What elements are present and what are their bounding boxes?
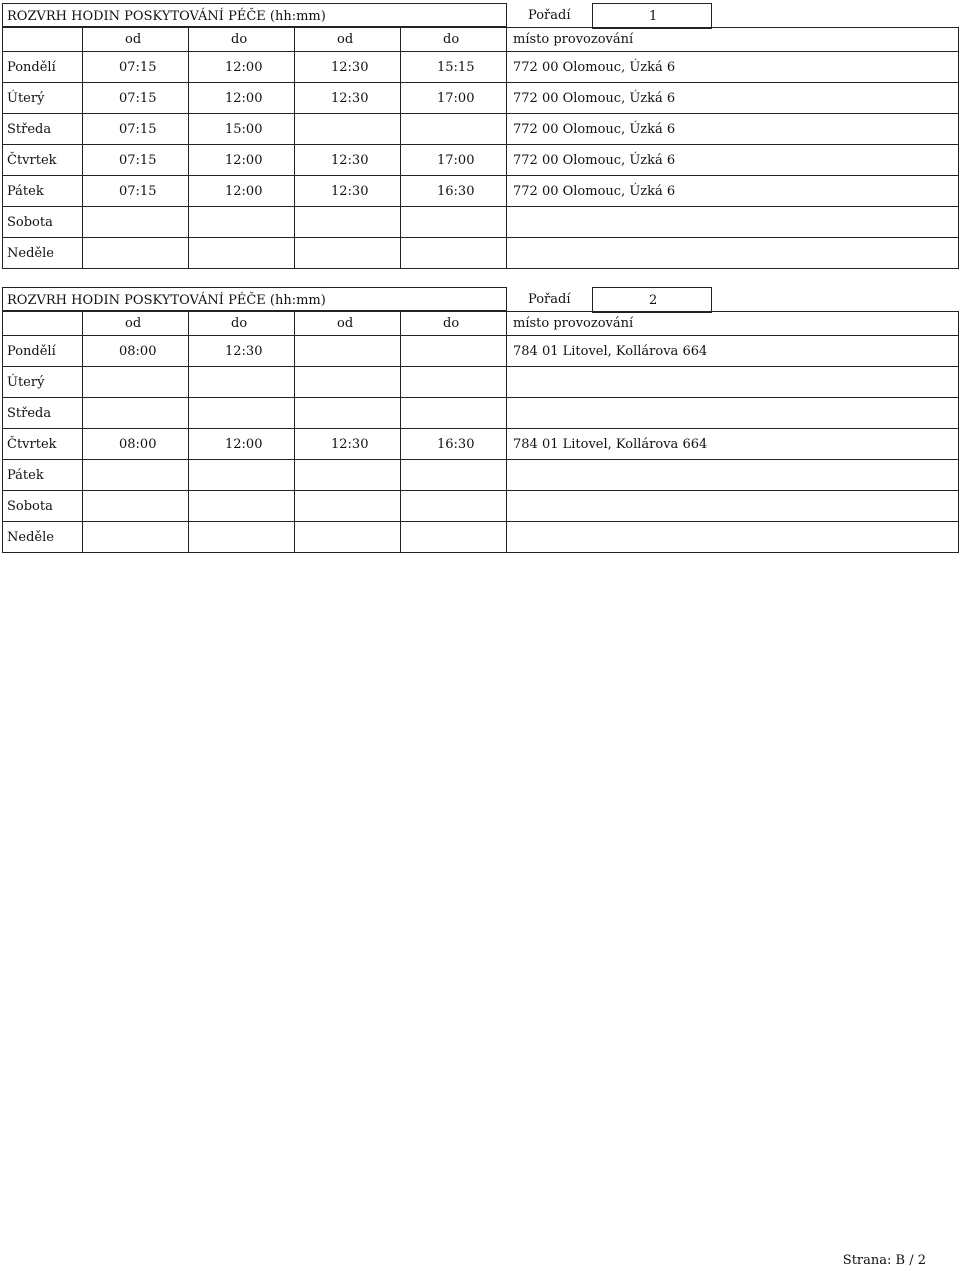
table-row [3,176,959,207]
time-cell [189,491,295,522]
time-cell: 12:30 [295,429,401,460]
time-cell [295,522,401,553]
table-row [3,429,959,460]
schedule-title-box [2,3,507,27]
time-cell: 08:00 [83,429,189,460]
time-cell: 07:15 [83,176,189,207]
header-time-4: do [401,28,507,52]
day-cell: Pátek [3,460,83,491]
header-day [3,312,83,336]
header-time-2: do [189,28,295,52]
time-cell: 17:00 [401,145,507,176]
header-time-2: do [189,312,295,336]
schedule-table [2,27,959,269]
day-cell: Pondělí [3,336,83,367]
place-cell [507,398,959,429]
time-cell [83,491,189,522]
time-cell [401,367,507,398]
order-value: 1 [649,9,658,24]
time-cell [401,460,507,491]
time-cell [83,207,189,238]
time-cell: 12:30 [189,336,295,367]
table-row [3,367,959,398]
place-cell: 772 00 Olomouc, Úzká 6 [507,145,959,176]
order-value-box [592,3,712,29]
table-row [3,114,959,145]
time-cell: 12:30 [295,176,401,207]
header-day [3,28,83,52]
time-cell [295,238,401,269]
day-cell: Pátek [3,176,83,207]
day-cell: Středa [3,398,83,429]
time-cell [189,460,295,491]
header-time-4: do [401,312,507,336]
time-cell: 17:00 [401,83,507,114]
order-label: Pořadí [528,292,571,307]
place-cell [507,460,959,491]
table-row [3,145,959,176]
day-cell: Středa [3,114,83,145]
time-cell: 12:30 [295,52,401,83]
time-cell [83,238,189,269]
place-cell: 772 00 Olomouc, Úzká 6 [507,83,959,114]
schedule-table [2,311,959,553]
schedule-title-box [2,287,507,311]
table-row [3,207,959,238]
order-label: Pořadí [528,8,571,23]
table-row [3,522,959,553]
header-time-3: od [295,312,401,336]
table-row [3,52,959,83]
time-cell: 15:00 [189,114,295,145]
time-cell [295,460,401,491]
time-cell [295,398,401,429]
header-time-3: od [295,28,401,52]
time-cell: 12:30 [295,83,401,114]
place-cell [507,491,959,522]
place-cell [507,207,959,238]
day-cell: Neděle [3,238,83,269]
time-cell: 08:00 [83,336,189,367]
place-cell: 772 00 Olomouc, Úzká 6 [507,52,959,83]
place-cell: 772 00 Olomouc, Úzká 6 [507,176,959,207]
time-cell: 07:15 [83,52,189,83]
table-row [3,83,959,114]
time-cell: 12:00 [189,429,295,460]
schedule-title-row [2,287,958,313]
order-value-box [592,287,712,313]
time-cell [189,367,295,398]
place-cell [507,238,959,269]
day-cell: Neděle [3,522,83,553]
time-cell [189,238,295,269]
header-time-1: od [83,312,189,336]
time-cell [295,491,401,522]
header-time-1: od [83,28,189,52]
time-cell [83,460,189,491]
time-cell [401,238,507,269]
time-cell [295,207,401,238]
time-cell [401,491,507,522]
time-cell [295,336,401,367]
time-cell [83,522,189,553]
schedule-title-row [2,3,958,29]
time-cell: 12:00 [189,52,295,83]
time-cell: 07:15 [83,114,189,145]
time-cell [189,207,295,238]
place-cell: 784 01 Litovel, Kollárova 664 [507,429,959,460]
day-cell: Sobota [3,491,83,522]
table-row [3,491,959,522]
header-row [3,28,959,52]
place-cell [507,522,959,553]
time-cell: 12:00 [189,145,295,176]
time-cell [401,207,507,238]
place-cell: 772 00 Olomouc, Úzká 6 [507,114,959,145]
day-cell: Pondělí [3,52,83,83]
place-cell [507,367,959,398]
header-place: místo provozování [507,312,959,336]
table-row [3,238,959,269]
time-cell [189,522,295,553]
time-cell: 12:00 [189,176,295,207]
time-cell: 16:30 [401,429,507,460]
table-row [3,460,959,491]
time-cell [295,367,401,398]
time-cell: 07:15 [83,145,189,176]
day-cell: Čtvrtek [3,145,83,176]
place-cell: 784 01 Litovel, Kollárova 664 [507,336,959,367]
order-value: 2 [649,293,658,308]
time-cell: 12:00 [189,83,295,114]
time-cell [83,367,189,398]
time-cell [401,114,507,145]
table-row [3,398,959,429]
day-cell: Sobota [3,207,83,238]
time-cell [295,114,401,145]
time-cell [401,398,507,429]
day-cell: Úterý [3,367,83,398]
time-cell [401,336,507,367]
day-cell: Čtvrtek [3,429,83,460]
time-cell: 16:30 [401,176,507,207]
schedule-title: ROZVRH HODIN POSKYTOVÁNÍ PÉČE (hh:mm) [7,293,326,308]
table-row [3,336,959,367]
day-cell: Úterý [3,83,83,114]
header-row [3,312,959,336]
page-number: Strana: B / 2 [842,1253,926,1268]
schedule-title: ROZVRH HODIN POSKYTOVÁNÍ PÉČE (hh:mm) [7,9,326,24]
time-cell: 15:15 [401,52,507,83]
time-cell [83,398,189,429]
header-place: místo provozování [507,28,959,52]
time-cell: 12:30 [295,145,401,176]
time-cell [189,398,295,429]
time-cell: 07:15 [83,83,189,114]
time-cell [401,522,507,553]
